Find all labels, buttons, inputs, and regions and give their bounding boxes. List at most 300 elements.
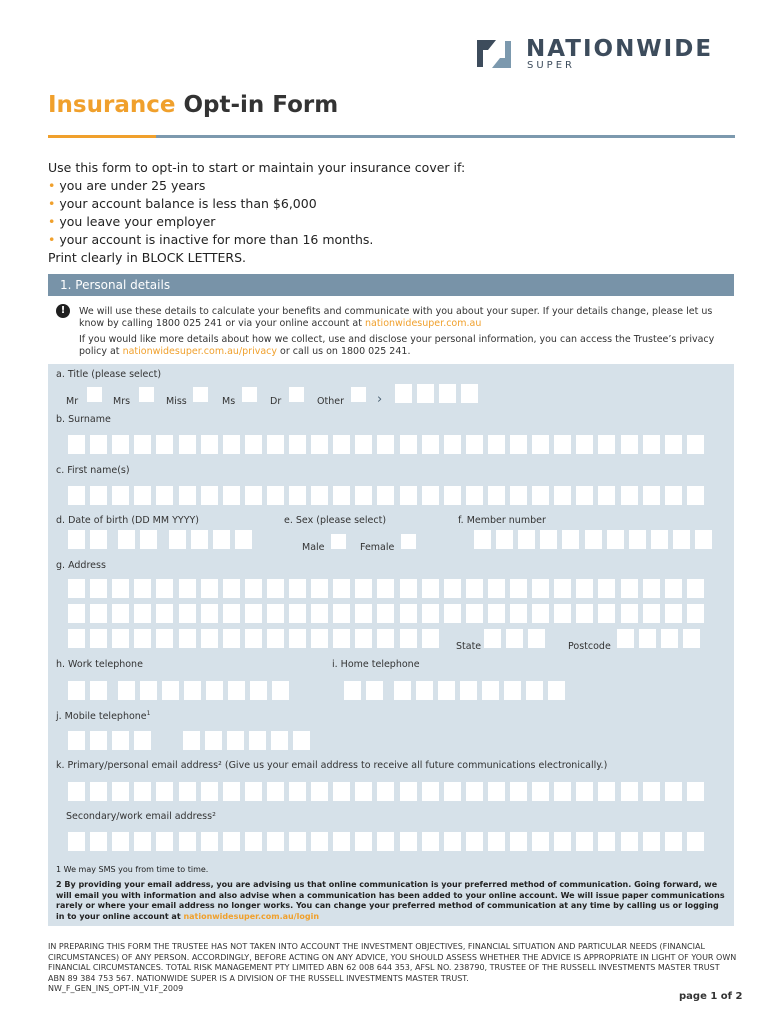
legal-disclaimer: IN PREPARING THIS FORM THE TRUSTEE HAS NOT TAKEN INTO ACCOUNT THE INVESTMENT OBJECTIVES, FINANCIAL SITUATION AND PARTICULAR NEEDS (FINANCIAL CIRCUMSTANCES) OF ANY PERSON. ACCORDINGLY, BEFORE ACTING ON ANY ADVICE, YOU SHOULD ASSESS WHETHER THE ADVICE IS APPROPRIATE IN LIGHT OF YOUR OWN FINANCIAL CIRCUMSTANCES. TOTAL RISK MANAGEMENT PTY LIMITED ABN 62 008 644 353, AFSL NO. 238790, TRUSTEE OF THE RUSSELL INVESTMENTS MASTER TRUST ABN 89 384 753 567. NATIONWIDE SUPER IS A DIVISION OF THE RUSSELL INVESTMENTS MASTER TRUST. NW_F_GEN_INS_OPT-IN_V1F_2009 xyxy=(48,942,737,993)
sex-option-female: Female xyxy=(360,542,395,553)
first-name-input-box[interactable] xyxy=(179,486,196,505)
first-name-input-box[interactable] xyxy=(532,486,549,505)
member-number-box[interactable] xyxy=(540,530,557,549)
first-name-input-box[interactable] xyxy=(510,486,527,505)
dob-day-box[interactable] xyxy=(90,530,107,549)
surname-input-box[interactable] xyxy=(112,435,129,454)
secondary-email-box[interactable] xyxy=(643,832,660,851)
member-number-box[interactable] xyxy=(518,530,535,549)
first-name-input-box[interactable] xyxy=(643,486,660,505)
secondary-email-box[interactable] xyxy=(400,832,417,851)
address-line1-box[interactable] xyxy=(245,579,262,598)
work-tel-area-box[interactable] xyxy=(90,681,107,700)
first-name-input-box[interactable] xyxy=(665,486,682,505)
work-tel-number-box[interactable] xyxy=(184,681,201,700)
postcode-box[interactable] xyxy=(639,629,656,648)
primary-email-box[interactable] xyxy=(68,782,85,801)
intro-instruction: Print clearly in BLOCK LETTERS. xyxy=(48,250,247,265)
first-name-input-box[interactable] xyxy=(311,486,328,505)
privacy-link[interactable]: nationwidesuper.com.au/privacy xyxy=(122,346,278,357)
primary-email-box[interactable] xyxy=(311,782,328,801)
surname-input-box[interactable] xyxy=(510,435,527,454)
address-line2-box[interactable] xyxy=(532,604,549,623)
secondary-email-box[interactable] xyxy=(68,832,85,851)
primary-email-box[interactable] xyxy=(554,782,571,801)
title-rule-accent xyxy=(48,135,156,138)
title-option-dr: Dr xyxy=(270,396,282,407)
address-line2-box[interactable] xyxy=(687,604,704,623)
address-line3-box[interactable] xyxy=(333,629,350,648)
member-number-box[interactable] xyxy=(496,530,513,549)
secondary-email-box[interactable] xyxy=(90,832,107,851)
address-line1-box[interactable] xyxy=(267,579,284,598)
logo-name: NATIONWIDE xyxy=(526,36,714,62)
address-line1-box[interactable] xyxy=(156,579,173,598)
primary-email-box[interactable] xyxy=(598,782,615,801)
first-name-input-box[interactable] xyxy=(245,486,262,505)
mobile-box[interactable] xyxy=(134,731,151,750)
intro-bullet: • your account balance is less than $6,000 xyxy=(48,196,317,211)
address-line3-box[interactable] xyxy=(311,629,328,648)
primary-email-box[interactable] xyxy=(532,782,549,801)
surname-input-box[interactable] xyxy=(267,435,284,454)
surname-input-box[interactable] xyxy=(598,435,615,454)
address-line1-box[interactable] xyxy=(466,579,483,598)
primary-email-box[interactable] xyxy=(267,782,284,801)
work-tel-number-box[interactable] xyxy=(250,681,267,700)
first-name-input-box[interactable] xyxy=(223,486,240,505)
website-link[interactable]: nationwidesuper.com.au xyxy=(364,318,482,329)
mobile-box[interactable] xyxy=(68,731,85,750)
secondary-email-box[interactable] xyxy=(289,832,306,851)
surname-label: b. Surname xyxy=(56,414,111,425)
mobile-box[interactable] xyxy=(205,731,222,750)
address-line1-box[interactable] xyxy=(179,579,196,598)
primary-email-box[interactable] xyxy=(510,782,527,801)
member-number-box[interactable] xyxy=(562,530,579,549)
surname-input-box[interactable] xyxy=(156,435,173,454)
title-mrs-checkbox[interactable] xyxy=(139,387,154,402)
logo-sub: SUPER xyxy=(527,60,575,71)
secondary-email-label: Secondary/work email address² xyxy=(66,811,216,822)
address-line3-box[interactable] xyxy=(377,629,394,648)
surname-input-box[interactable] xyxy=(377,435,394,454)
address-line2-box[interactable] xyxy=(245,604,262,623)
secondary-email-box[interactable] xyxy=(112,832,129,851)
surname-input-box[interactable] xyxy=(201,435,218,454)
address-line3-box[interactable] xyxy=(156,629,173,648)
secondary-email-box[interactable] xyxy=(134,832,151,851)
member-number-box[interactable] xyxy=(695,530,712,549)
address-line3-box[interactable] xyxy=(201,629,218,648)
surname-input-box[interactable] xyxy=(621,435,638,454)
surname-input-box[interactable] xyxy=(687,435,704,454)
primary-email-box[interactable] xyxy=(134,782,151,801)
home-tel-number-box[interactable] xyxy=(482,681,499,700)
title-other-input-box[interactable] xyxy=(439,384,456,403)
primary-email-box[interactable] xyxy=(665,782,682,801)
member-number-box[interactable] xyxy=(607,530,624,549)
address-line3-box[interactable] xyxy=(400,629,417,648)
first-name-input-box[interactable] xyxy=(267,486,284,505)
surname-input-box[interactable] xyxy=(245,435,262,454)
address-line2-box[interactable] xyxy=(333,604,350,623)
first-name-input-box[interactable] xyxy=(156,486,173,505)
privacy-note: If you would like more details about how we collect, use and disclose your personal information, you can access the Trustee’s privacy policy at nationwidesuper.com.au/privacy or call us on 1800 025 241. xyxy=(79,334,715,357)
first-name-input-box[interactable] xyxy=(355,486,372,505)
work-tel-area-box[interactable] xyxy=(68,681,85,700)
address-line2-box[interactable] xyxy=(267,604,284,623)
info-icon: ! xyxy=(56,304,70,318)
work-tel-number-box[interactable] xyxy=(140,681,157,700)
secondary-email-box[interactable] xyxy=(576,832,593,851)
address-line2-box[interactable] xyxy=(223,604,240,623)
address-line1-box[interactable] xyxy=(576,579,593,598)
address-line2-box[interactable] xyxy=(201,604,218,623)
primary-email-box[interactable] xyxy=(333,782,350,801)
address-line2-box[interactable] xyxy=(134,604,151,623)
work-tel-number-box[interactable] xyxy=(206,681,223,700)
first-name-input-box[interactable] xyxy=(554,486,571,505)
postcode-box[interactable] xyxy=(683,629,700,648)
first-name-input-box[interactable] xyxy=(377,486,394,505)
address-line1-box[interactable] xyxy=(355,579,372,598)
address-line1-box[interactable] xyxy=(311,579,328,598)
primary-email-box[interactable] xyxy=(643,782,660,801)
address-line3-box[interactable] xyxy=(223,629,240,648)
first-name-input-box[interactable] xyxy=(112,486,129,505)
first-name-input-box[interactable] xyxy=(333,486,350,505)
title-miss-checkbox[interactable] xyxy=(193,387,208,402)
first-name-input-box[interactable] xyxy=(422,486,439,505)
intro-lead: Use this form to opt-in to start or maintain your insurance cover if: xyxy=(48,160,466,175)
primary-email-box[interactable] xyxy=(179,782,196,801)
surname-input-box[interactable] xyxy=(422,435,439,454)
address-line2-box[interactable] xyxy=(179,604,196,623)
work-tel-number-box[interactable] xyxy=(118,681,135,700)
first-name-input-box[interactable] xyxy=(400,486,417,505)
address-line1-box[interactable] xyxy=(554,579,571,598)
secondary-email-box[interactable] xyxy=(422,832,439,851)
work-tel-number-box[interactable] xyxy=(272,681,289,700)
dob-month-box[interactable] xyxy=(118,530,135,549)
primary-email-box[interactable] xyxy=(112,782,129,801)
dob-year-box[interactable] xyxy=(235,530,252,549)
surname-input-box[interactable] xyxy=(643,435,660,454)
title-mr-checkbox[interactable] xyxy=(87,387,102,402)
surname-input-box[interactable] xyxy=(289,435,306,454)
address-line2-box[interactable] xyxy=(554,604,571,623)
address-line2-box[interactable] xyxy=(576,604,593,623)
primary-email-box[interactable] xyxy=(245,782,262,801)
surname-input-box[interactable] xyxy=(333,435,350,454)
address-line3-box[interactable] xyxy=(90,629,107,648)
address-line3-box[interactable] xyxy=(134,629,151,648)
login-link[interactable]: nationwidesuper.com.au/login xyxy=(183,911,320,921)
surname-input-box[interactable] xyxy=(311,435,328,454)
state-box[interactable] xyxy=(506,629,523,648)
secondary-email-box[interactable] xyxy=(223,832,240,851)
title-rest: Opt-in Form xyxy=(175,92,339,118)
postcode-box[interactable] xyxy=(617,629,634,648)
surname-input-box[interactable] xyxy=(554,435,571,454)
surname-input-box[interactable] xyxy=(68,435,85,454)
first-name-input-box[interactable] xyxy=(444,486,461,505)
sex-label: e. Sex (please select) xyxy=(284,515,387,526)
mobile-box[interactable] xyxy=(183,731,200,750)
title-option-miss: Miss xyxy=(166,396,187,407)
address-line3-box[interactable] xyxy=(68,629,85,648)
title-option-mr: Mr xyxy=(66,396,79,407)
home-tel-number-box[interactable] xyxy=(504,681,521,700)
state-box[interactable] xyxy=(528,629,545,648)
first-name-input-box[interactable] xyxy=(488,486,505,505)
title-other-input-box[interactable] xyxy=(395,384,412,403)
section-note: We will use these details to calculate your benefits and communicate with you about your super. If your details change, please let us know by calling 1800 025 241 or via your online account at nationwidesuper.com.au xyxy=(79,306,713,329)
address-line1-box[interactable] xyxy=(488,579,505,598)
address-line2-box[interactable] xyxy=(311,604,328,623)
address-line2-box[interactable] xyxy=(422,604,439,623)
address-line2-box[interactable] xyxy=(156,604,173,623)
member-number-box[interactable] xyxy=(651,530,668,549)
title-dr-checkbox[interactable] xyxy=(289,387,304,402)
address-line3-box[interactable] xyxy=(112,629,129,648)
sex-female-checkbox[interactable] xyxy=(401,534,416,549)
address-line2-box[interactable] xyxy=(598,604,615,623)
secondary-email-box[interactable] xyxy=(532,832,549,851)
primary-email-box[interactable] xyxy=(289,782,306,801)
primary-email-box[interactable] xyxy=(90,782,107,801)
home-tel-number-box[interactable] xyxy=(438,681,455,700)
dob-year-box[interactable] xyxy=(169,530,186,549)
state-box[interactable] xyxy=(484,629,501,648)
secondary-email-box[interactable] xyxy=(267,832,284,851)
primary-email-box[interactable] xyxy=(355,782,372,801)
primary-email-box[interactable] xyxy=(621,782,638,801)
primary-email-box[interactable] xyxy=(488,782,505,801)
primary-email-box[interactable] xyxy=(156,782,173,801)
section-header-personal-details: 1. Personal details xyxy=(48,274,734,296)
address-line1-box[interactable] xyxy=(68,579,85,598)
address-line1-box[interactable] xyxy=(333,579,350,598)
secondary-email-box[interactable] xyxy=(598,832,615,851)
address-line2-box[interactable] xyxy=(377,604,394,623)
surname-input-box[interactable] xyxy=(444,435,461,454)
title-accent: Insurance xyxy=(48,92,176,118)
address-line1-box[interactable] xyxy=(510,579,527,598)
address-line1-box[interactable] xyxy=(134,579,151,598)
mobile-box[interactable] xyxy=(293,731,310,750)
first-name-input-box[interactable] xyxy=(201,486,218,505)
nationwide-logo-mark xyxy=(474,37,514,71)
work-tel-number-box[interactable] xyxy=(228,681,245,700)
address-line2-box[interactable] xyxy=(444,604,461,623)
first-name-input-box[interactable] xyxy=(466,486,483,505)
dob-day-box[interactable] xyxy=(68,530,85,549)
intro-bullet: • you are under 25 years xyxy=(48,178,206,193)
secondary-email-box[interactable] xyxy=(621,832,638,851)
address-line1-box[interactable] xyxy=(201,579,218,598)
home-tel-number-box[interactable] xyxy=(416,681,433,700)
secondary-email-box[interactable] xyxy=(488,832,505,851)
address-line1-box[interactable] xyxy=(289,579,306,598)
dob-month-box[interactable] xyxy=(140,530,157,549)
mobile-box[interactable] xyxy=(227,731,244,750)
address-line1-box[interactable] xyxy=(223,579,240,598)
primary-email-box[interactable] xyxy=(377,782,394,801)
address-line1-box[interactable] xyxy=(687,579,704,598)
primary-email-box[interactable] xyxy=(466,782,483,801)
title-other-checkbox[interactable] xyxy=(351,387,366,402)
address-label: g. Address xyxy=(56,560,106,571)
address-line1-box[interactable] xyxy=(598,579,615,598)
address-line1-box[interactable] xyxy=(532,579,549,598)
surname-input-box[interactable] xyxy=(179,435,196,454)
secondary-email-box[interactable] xyxy=(687,832,704,851)
primary-email-box[interactable] xyxy=(201,782,218,801)
first-name-input-box[interactable] xyxy=(134,486,151,505)
address-line2-box[interactable] xyxy=(466,604,483,623)
address-line2-box[interactable] xyxy=(488,604,505,623)
secondary-email-box[interactable] xyxy=(245,832,262,851)
member-number-box[interactable] xyxy=(474,530,491,549)
first-name-input-box[interactable] xyxy=(576,486,593,505)
member-number-box[interactable] xyxy=(585,530,602,549)
work-tel-number-box[interactable] xyxy=(162,681,179,700)
primary-email-label: k. Primary/personal email address² (Give us your email address to receive all future communications electronically.) xyxy=(56,760,608,771)
address-line1-box[interactable] xyxy=(643,579,660,598)
address-line1-box[interactable] xyxy=(621,579,638,598)
address-line2-box[interactable] xyxy=(355,604,372,623)
postcode-label: Postcode xyxy=(568,641,611,652)
secondary-email-box[interactable] xyxy=(466,832,483,851)
secondary-email-box[interactable] xyxy=(333,832,350,851)
address-line1-box[interactable] xyxy=(112,579,129,598)
primary-email-box[interactable] xyxy=(687,782,704,801)
surname-input-box[interactable] xyxy=(576,435,593,454)
home-tel-number-box[interactable] xyxy=(460,681,477,700)
secondary-email-box[interactable] xyxy=(510,832,527,851)
address-line2-box[interactable] xyxy=(621,604,638,623)
address-line3-box[interactable] xyxy=(355,629,372,648)
primary-email-box[interactable] xyxy=(576,782,593,801)
surname-input-box[interactable] xyxy=(223,435,240,454)
secondary-email-box[interactable] xyxy=(201,832,218,851)
home-tel-number-box[interactable] xyxy=(394,681,411,700)
title-option-mrs: Mrs xyxy=(113,396,131,407)
secondary-email-box[interactable] xyxy=(179,832,196,851)
address-line1-box[interactable] xyxy=(665,579,682,598)
member-number-box[interactable] xyxy=(673,530,690,549)
first-name-input-box[interactable] xyxy=(90,486,107,505)
surname-input-box[interactable] xyxy=(400,435,417,454)
title-other-input-box[interactable] xyxy=(417,384,434,403)
dob-year-box[interactable] xyxy=(213,530,230,549)
footnote-2: 2 By providing your email address, you are advising us that online communication is your preferred method of communication. Going forward, we will email you with information and also advise when a communication has been added to your online account. We will issue paper communications rarely or where your email address no longer works. You can change your preferred method of communication at any time by calling us or logging in to your online account at nationwidesuper.com.au/login xyxy=(56,880,725,921)
mobile-box[interactable] xyxy=(90,731,107,750)
first-names-label: c. First name(s) xyxy=(56,465,130,476)
surname-input-box[interactable] xyxy=(355,435,372,454)
address-line1-box[interactable] xyxy=(377,579,394,598)
mobile-box[interactable] xyxy=(112,731,129,750)
address-line1-box[interactable] xyxy=(444,579,461,598)
footnote-1: 1 We may SMS you from time to time. xyxy=(56,865,209,874)
address-line3-box[interactable] xyxy=(245,629,262,648)
first-name-input-box[interactable] xyxy=(68,486,85,505)
first-name-input-box[interactable] xyxy=(687,486,704,505)
primary-email-box[interactable] xyxy=(400,782,417,801)
member-number-label: f. Member number xyxy=(458,515,546,526)
surname-input-box[interactable] xyxy=(532,435,549,454)
home-tel-number-box[interactable] xyxy=(526,681,543,700)
address-line1-box[interactable] xyxy=(422,579,439,598)
address-line2-box[interactable] xyxy=(665,604,682,623)
address-line2-box[interactable] xyxy=(112,604,129,623)
address-line2-box[interactable] xyxy=(643,604,660,623)
address-line3-box[interactable] xyxy=(422,629,439,648)
first-name-input-box[interactable] xyxy=(289,486,306,505)
secondary-email-box[interactable] xyxy=(554,832,571,851)
form-code: NW_F_GEN_INS_OPT-IN_V1F_2009 xyxy=(48,984,184,993)
dob-year-box[interactable] xyxy=(191,530,208,549)
address-line3-box[interactable] xyxy=(267,629,284,648)
address-line3-box[interactable] xyxy=(289,629,306,648)
primary-email-box[interactable] xyxy=(223,782,240,801)
page-title xyxy=(48,92,338,118)
member-number-box[interactable] xyxy=(629,530,646,549)
secondary-email-box[interactable] xyxy=(444,832,461,851)
title-label: a. Title (please select) xyxy=(56,369,162,380)
secondary-email-box[interactable] xyxy=(665,832,682,851)
surname-input-box[interactable] xyxy=(665,435,682,454)
surname-input-box[interactable] xyxy=(466,435,483,454)
home-tel-number-box[interactable] xyxy=(548,681,565,700)
address-line2-box[interactable] xyxy=(68,604,85,623)
title-ms-checkbox[interactable] xyxy=(242,387,257,402)
primary-email-box[interactable] xyxy=(444,782,461,801)
mobile-box[interactable] xyxy=(271,731,288,750)
address-line2-box[interactable] xyxy=(90,604,107,623)
address-line1-box[interactable] xyxy=(400,579,417,598)
secondary-email-box[interactable] xyxy=(355,832,372,851)
home-tel-area-box[interactable] xyxy=(366,681,383,700)
title-option-other: Other xyxy=(317,396,344,407)
surname-input-box[interactable] xyxy=(90,435,107,454)
address-line1-box[interactable] xyxy=(90,579,107,598)
postcode-box[interactable] xyxy=(661,629,678,648)
secondary-email-box[interactable] xyxy=(311,832,328,851)
home-telephone-label: i. Home telephone xyxy=(332,659,420,670)
secondary-email-box[interactable] xyxy=(156,832,173,851)
address-line2-box[interactable] xyxy=(510,604,527,623)
surname-input-box[interactable] xyxy=(134,435,151,454)
title-other-input-box[interactable] xyxy=(461,384,478,403)
secondary-email-box[interactable] xyxy=(377,832,394,851)
title-option-ms: Ms xyxy=(222,396,236,407)
address-line3-box[interactable] xyxy=(179,629,196,648)
intro-bullet: • your account is inactive for more than 16 months. xyxy=(48,232,374,247)
first-name-input-box[interactable] xyxy=(621,486,638,505)
first-name-input-box[interactable] xyxy=(598,486,615,505)
intro-bullet: • you leave your employer xyxy=(48,214,216,229)
home-tel-area-box[interactable] xyxy=(344,681,361,700)
sex-male-checkbox[interactable] xyxy=(331,534,346,549)
surname-input-box[interactable] xyxy=(488,435,505,454)
address-line2-box[interactable] xyxy=(400,604,417,623)
primary-email-box[interactable] xyxy=(422,782,439,801)
address-line2-box[interactable] xyxy=(289,604,306,623)
mobile-box[interactable] xyxy=(249,731,266,750)
